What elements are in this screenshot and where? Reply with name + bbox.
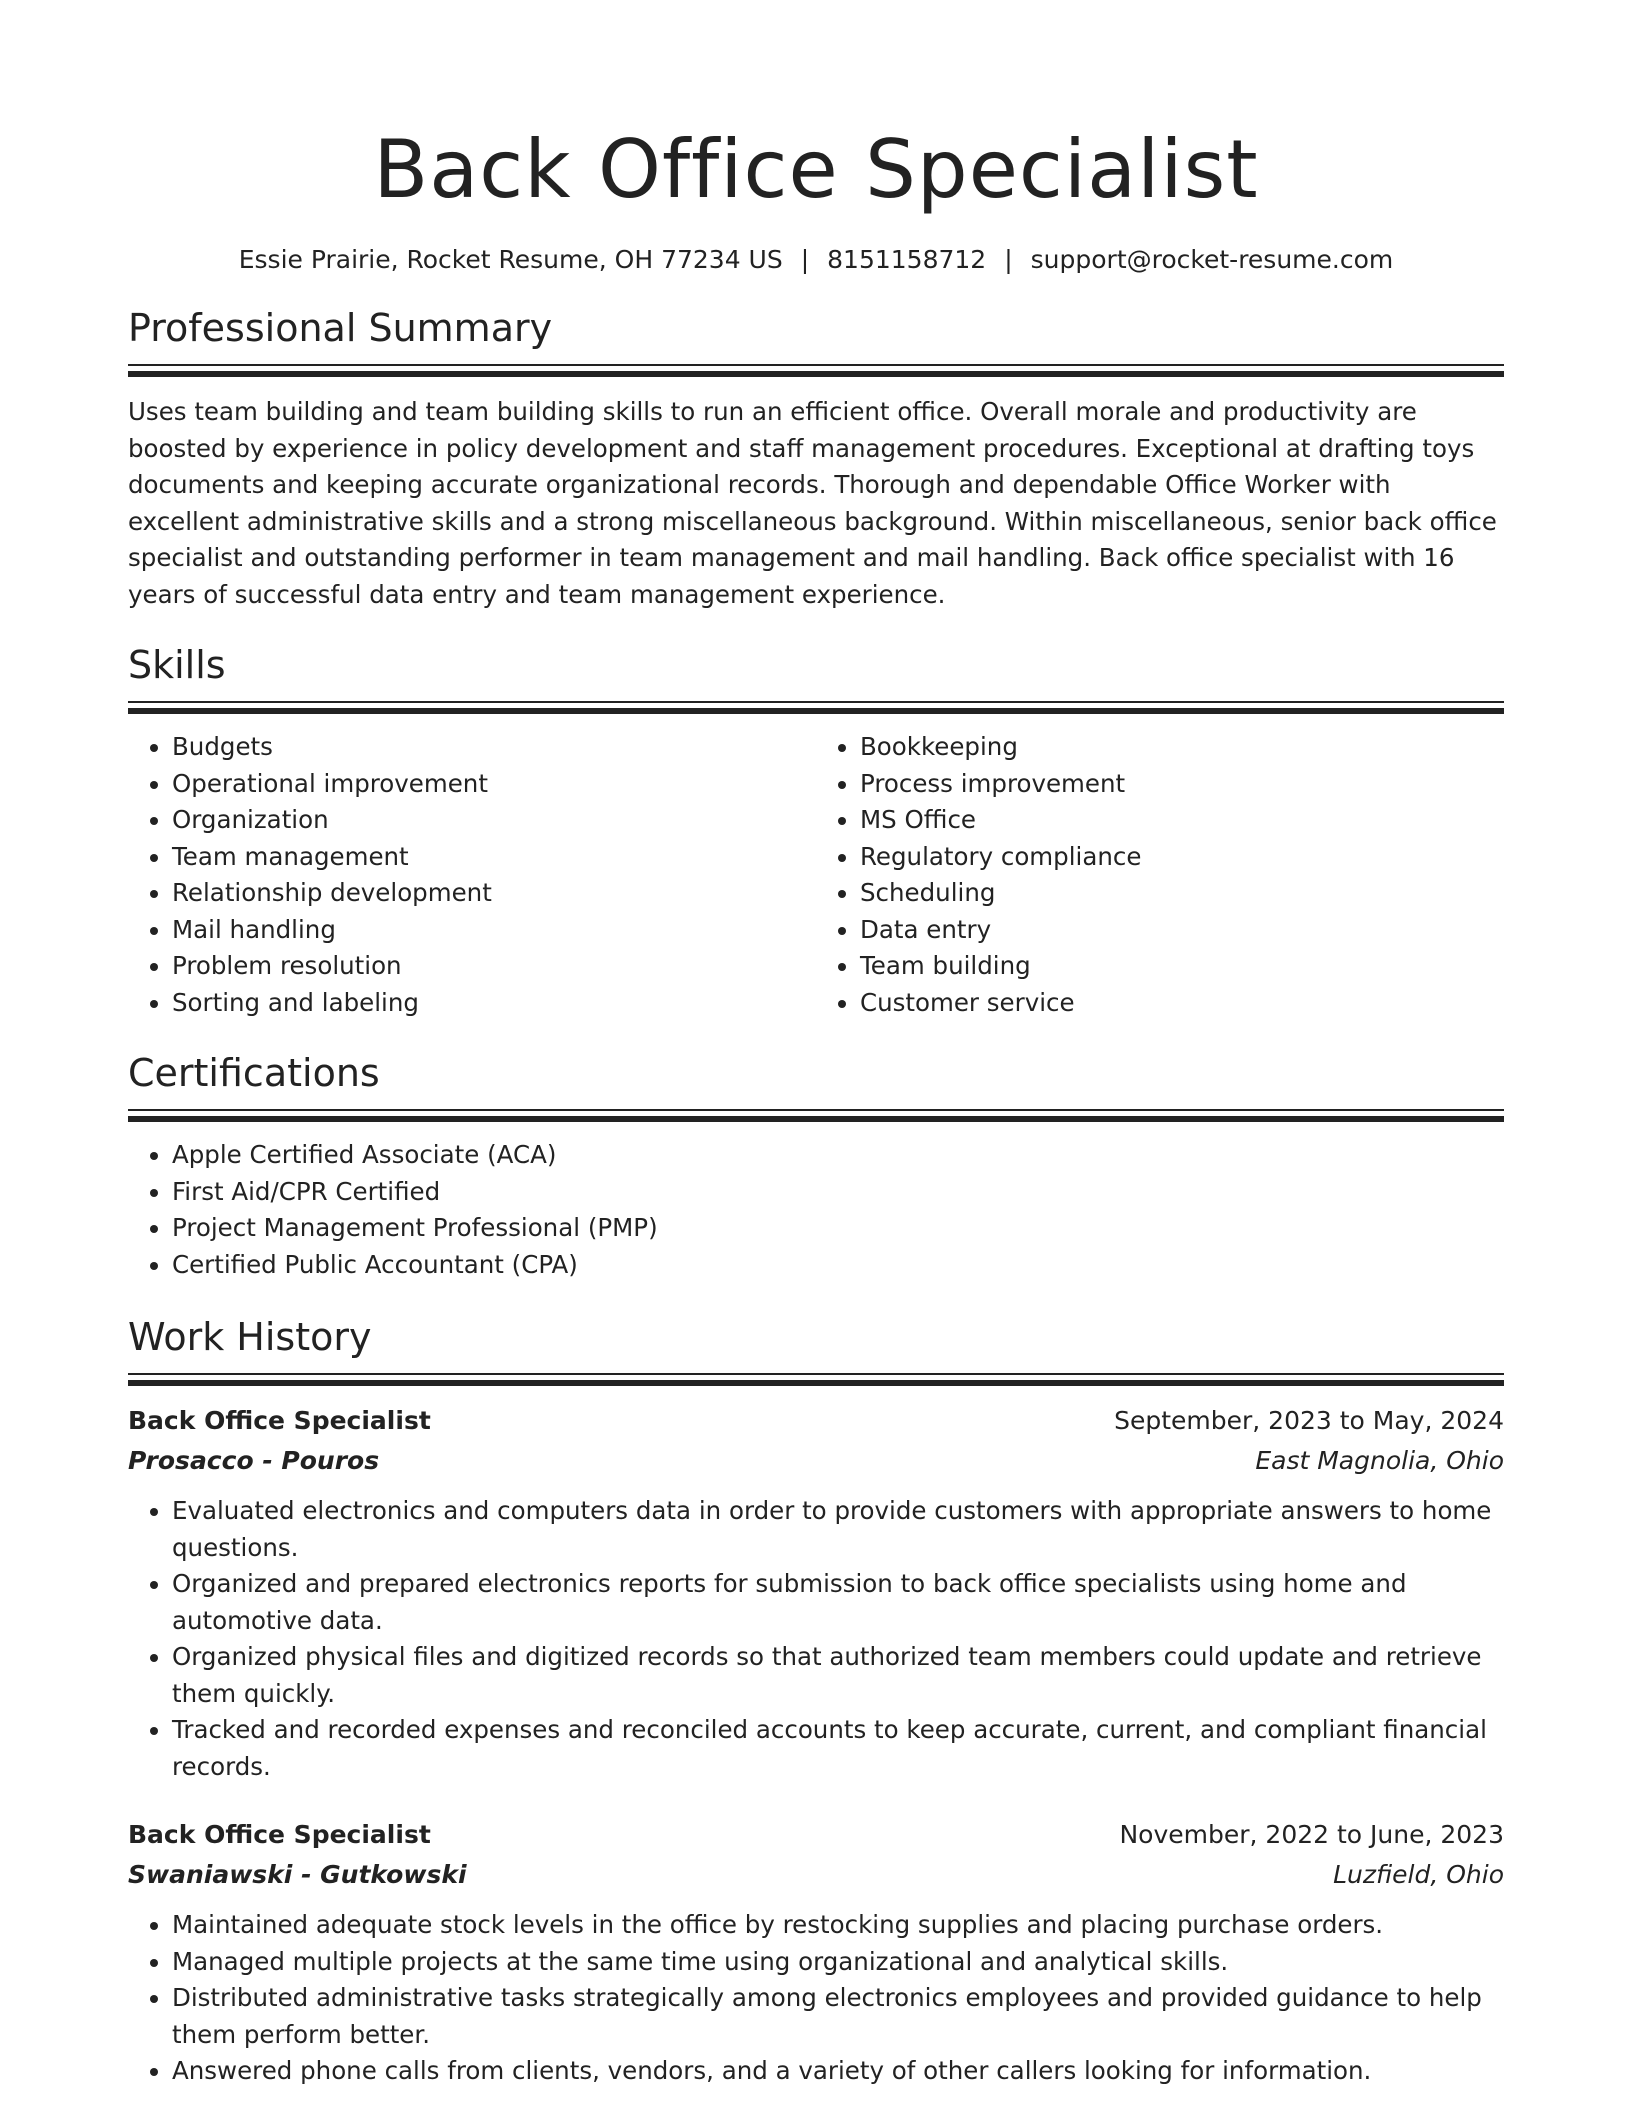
section-title-summary: Professional Summary [128,306,553,350]
job-entry [128,1815,1504,2090]
work-history-section [128,1313,1504,2090]
job-header [128,1401,1504,1441]
skill-item: • Problem resolution [172,948,816,985]
skill-item: • Process improvement [860,766,1504,803]
skills-section [128,641,1504,1021]
job-bullet: • Maintained adequate stock levels in the office by restocking supplies and placing purchase orders. [172,1907,1504,1944]
summary-section [128,304,1504,613]
skill-item: • Relationship development [172,875,816,912]
section-divider [128,701,1504,715]
resume-name: Back Office Specialist [373,123,1259,216]
certification-item: • Project Management Professional (PMP) [172,1210,1504,1247]
skills-list-left [128,729,816,1021]
skill-item: • Operational improvement [172,766,816,803]
job-title: Back Office Specialist [128,1820,431,1849]
job-bullet: • Tracked and recorded expenses and reconciled accounts to keep accurate, current, and compliant financial records. [172,1712,1504,1785]
job-location: Luzfield, Ohio [1333,1860,1504,1889]
section-divider [128,1109,1504,1123]
skill-item: • Sorting and labeling [172,985,816,1022]
skills-columns [128,729,1504,1021]
job-title: Back Office Specialist [128,1406,431,1435]
skill-item: • Regulatory compliance [860,839,1504,876]
job-subheader [128,1441,1504,1481]
job-location: East Magnolia, Ohio [1255,1446,1504,1475]
skill-item: • Team building [860,948,1504,985]
contact-line [128,244,1504,276]
skills-column-left [128,729,816,1021]
job-bullet: • Evaluated electronics and computers data in order to provide customers with appropriate answers to home questions. [172,1493,1504,1566]
job-bullet: • Organized physical files and digitized records so that authorized team members could update and retrieve them quickly. [172,1639,1504,1712]
skill-item: • Organization [172,802,816,839]
job-bullet: • Answered phone calls from clients, vendors, and a variety of other callers looking for information. [172,2053,1504,2090]
job-header [128,1815,1504,1855]
contact-separator: | [1004,245,1013,274]
job-dates: November, 2022 to June, 2023 [1119,1820,1504,1849]
skill-item: • Mail handling [172,912,816,949]
skills-list-right [816,729,1504,1021]
job-bullet: • Distributed administrative tasks strategically among electronics employees and provided guidance to help them perform better. [172,1980,1504,2053]
job-bullets [128,1907,1504,2090]
contact-address: Essie Prairie, Rocket Resume, OH 77234 US [238,245,783,274]
job-bullet: • Organized and prepared electronics reports for submission to back office specialists using home and automotive data. [172,1566,1504,1639]
job-bullet: • Managed multiple projects at the same time using organizational and analytical skills. [172,1944,1504,1981]
section-divider [128,1373,1504,1387]
skill-item: • Scheduling [860,875,1504,912]
skills-column-right [816,729,1504,1021]
section-title-work-history: Work History [128,1315,372,1359]
summary-text: Uses team building and team building skills to run an efficient office. Overall morale and productivity are boosted by experience in policy development and staff management procedures. Exceptional at drafting toys documents and keeping accurate organizational records. Thorough and dependable Office Worker with excellent administrative skills and a strong miscellaneous background. Within miscellaneous, senior back office specialist and outstanding performer in team management and mail handling. Back office specialist with 16 years of successful data entry and team management experience. [128,397,1497,609]
skill-item: • Customer service [860,985,1504,1022]
contact-phone: 8151158712 [827,245,987,274]
job-company: Prosacco - Pouros [128,1446,380,1475]
job-company: Swaniawski - Gutkowski [128,1860,467,1889]
certification-item: • Apple Certified Associate (ACA) [172,1137,1504,1174]
certifications-list [128,1137,1504,1283]
job-dates: September, 2023 to May, 2024 [1114,1406,1504,1435]
section-divider [128,364,1504,378]
certification-item: • First Aid/CPR Certified [172,1174,1504,1211]
skill-item: • Team management [172,839,816,876]
job-entry [128,1401,1504,1785]
certifications-section [128,1049,1504,1283]
contact-separator: | [800,245,810,274]
contact-email: support@rocket-resume.com [1030,245,1394,274]
skill-item: • Bookkeeping [860,729,1504,766]
job-subheader [128,1855,1504,1895]
skill-item: • Data entry [860,912,1504,949]
job-bullets [128,1493,1504,1785]
skill-item: • Budgets [172,729,816,766]
certification-item: • Certified Public Accountant (CPA) [172,1247,1504,1284]
section-title-skills: Skills [128,643,226,687]
section-title-certifications: Certifications [128,1051,380,1095]
skill-item: • MS Office [860,802,1504,839]
